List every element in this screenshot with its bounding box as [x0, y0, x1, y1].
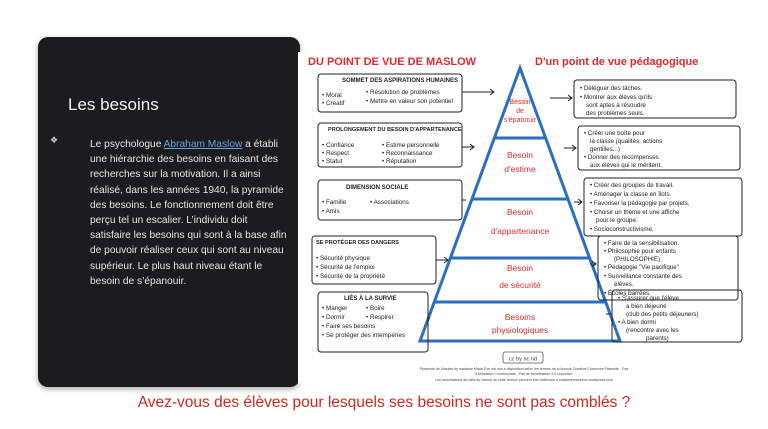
- left-box-5-title: LIÉS À LA SURVIE: [344, 296, 397, 302]
- cc-badge-text: cc by nc nd: [509, 356, 537, 363]
- level-5-line-1: Besoins: [504, 312, 536, 322]
- left-box-3-item-1: • Famille: [322, 199, 347, 206]
- left-box-4-item-3: • Sécurité de la propriété: [316, 273, 386, 280]
- left-box-4-item-1: • Sécurité physique: [316, 255, 371, 262]
- right-box-3-item-3: • Favoriser la pédagogie par projets.: [590, 200, 690, 207]
- text-card: [38, 37, 300, 387]
- right-box-2-item-4: • Donner des récompenses: [584, 154, 659, 161]
- right-box-4-item-3: (PHILOSOPHIE): [614, 256, 661, 263]
- maslow-link[interactable]: Abraham Maslow: [163, 139, 243, 150]
- left-box-2-item-6: • Réputation: [382, 158, 417, 165]
- right-box-1-item-2: • Montrer aux élèves qu'ils: [580, 94, 653, 101]
- left-box-5-item-3: • Boire: [366, 305, 385, 312]
- level-1-line-1: Besoin: [509, 99, 531, 106]
- right-box-5-item-5: (rencontre avec les: [626, 327, 679, 334]
- right-box-1-item-4: des problèmes seuls.: [586, 110, 645, 117]
- level-3-line-1: Besoin: [507, 207, 533, 217]
- level-1-line-2: de: [516, 108, 524, 115]
- poster-header-right: D'un point de vue pédagogique: [535, 56, 699, 68]
- left-box-2-item-1: • Confiance: [322, 142, 355, 149]
- body-intro: Le psychologue: [90, 139, 164, 150]
- left-box-2-title: PROLONGEMENT DU BESOIN D'APPARTENANCE: [328, 127, 462, 133]
- right-box-3-item-1: • Créer des groupes de travail.: [590, 182, 674, 189]
- cc-badge: [503, 352, 543, 363]
- left-box-3-item-3: • Associations: [370, 199, 409, 206]
- left-box-5-item-1: • Manger: [322, 305, 348, 312]
- right-box-5-item-6: parents): [646, 335, 669, 342]
- left-box-1-item-2: • Créatif: [322, 100, 345, 107]
- left-box-4-item-2: • Sécurité de l'emploi: [316, 264, 375, 271]
- left-box-5-item-4: • Respirer: [366, 314, 394, 321]
- body-rest: a établi une hiérarchie des besoins en faisant des recherches sur la motivation. Il a ainsi réalisé, dans les années 1940, la pyramide des besoins. Le fonctionnement doit être perçu tel un escalier. L’individu doit satisfaire les besoins qui sont à la base afin de pouvoir réaliser ceux qui sont au niveau supérieur. Le plus haut niveau étant le besoin de s’épanouir.: [90, 139, 287, 287]
- left-box-2-item-2: • Respect: [322, 150, 350, 157]
- level-2-line-1: Besoin: [507, 150, 533, 160]
- left-box-5-item-6: • Se protéger des intempéries: [322, 332, 406, 339]
- left-box-1-title: SOMMET DES ASPIRATIONS HUMAINES: [342, 78, 459, 84]
- right-box-3-item-5: pour le groupe.: [596, 217, 638, 224]
- slide-title: Les besoins: [68, 95, 159, 114]
- right-box-2-item-2: la classe (qualités, actions: [590, 138, 663, 145]
- right-box-5-item-1: • S'assurer que l'élève: [618, 295, 679, 302]
- right-box-2-item-5: aux élèves qui le méritent.: [590, 162, 662, 169]
- right-box-2-item-3: gentilles...): [590, 146, 620, 153]
- left-box-3-title: DIMENSION SOCIALE: [346, 185, 409, 191]
- right-box-4-item-2: • Philosophie pour enfants: [604, 248, 676, 255]
- level-2-line-2: d'estime: [504, 164, 536, 174]
- right-box-4-item-5: • Surveillance constante des: [604, 273, 682, 280]
- right-box-2-item-1: • Créer une boîte pour: [584, 130, 645, 137]
- poster-svg: [298, 52, 750, 384]
- right-box-5-item-4: • A bien dormi: [618, 319, 656, 326]
- right-box-4-item-1: • Faire de la sensibilisation.: [604, 240, 680, 247]
- left-box-3-item-2: • Amis: [322, 208, 340, 215]
- credit-line-1: Pyramide de Maslow by madame Marie-Eve est mis à disposition selon les termes de la licence Creative Commons Paternité - Pas: [419, 367, 629, 371]
- level-1-line-3: s'épanouir: [503, 117, 537, 124]
- right-box-4-item-7: • Écoles barrées.: [604, 290, 651, 297]
- right-box-5-item-3: (club des petits déjeuners): [626, 311, 699, 318]
- right-box-5-item-2: a bien déjeuné: [626, 303, 667, 310]
- left-box-5-item-2: • Dormir: [322, 314, 345, 321]
- level-4-line-1: Besoin: [507, 263, 533, 273]
- left-box-2-item-5: • Reconnaissance: [382, 150, 433, 157]
- left-box-5-item-5: • Faire ses besoins: [322, 323, 376, 330]
- credit-line-3: Les autorisations au-delà du champ de cette licence peuvent être obtenues à madamemarieeve.wordpress.com: [435, 378, 613, 382]
- right-box-3-item-4: • Choisir un thème et une affiche: [590, 209, 680, 216]
- question-banner: Avez-vous des élèves pour lesquels ses besoins ne sont pas comblés ?: [137, 394, 631, 411]
- left-box-2-item-4: • Estime personnelle: [382, 142, 440, 149]
- left-box-1-item-1: • Moral: [322, 92, 342, 99]
- right-box-1-item-3: sont aptes à résoudre: [586, 102, 646, 109]
- maslow-poster: [298, 52, 750, 384]
- right-box-4-item-6: élèves.: [614, 281, 634, 288]
- poster-header-left: DU POINT DE VUE DE MASLOW: [308, 56, 477, 68]
- level-4-line-2: de sécurité: [499, 280, 541, 290]
- bullet-diamond-icon: ❖: [50, 135, 59, 145]
- credit-line-2: d'Utilisation Commerciale - Pas de Modification 3.0 Unported.: [475, 372, 573, 376]
- left-box-1-item-4: • Mettre en valeur son potentiel: [366, 98, 453, 105]
- right-box-4-item-4: • Pédagogie "Vie pacifique": [604, 264, 679, 271]
- right-box-1-item-1: • Déléguer des tâches.: [580, 85, 643, 92]
- left-box-1-item-3: • Résolution de problèmes: [366, 89, 440, 96]
- left-box-2-item-3: • Statut: [322, 158, 343, 165]
- right-box-3-item-2: • Aménager la classe en îlots.: [590, 191, 672, 198]
- level-3-line-2: d'appartenance: [490, 226, 550, 236]
- slide-body-text: [90, 137, 290, 289]
- level-5-line-2: physiologiques: [491, 325, 549, 335]
- right-box-3-item-6: • Socioconstructivisme.: [590, 226, 654, 233]
- left-box-4-title: SE PROTÉGER DES DANGERS: [316, 240, 399, 246]
